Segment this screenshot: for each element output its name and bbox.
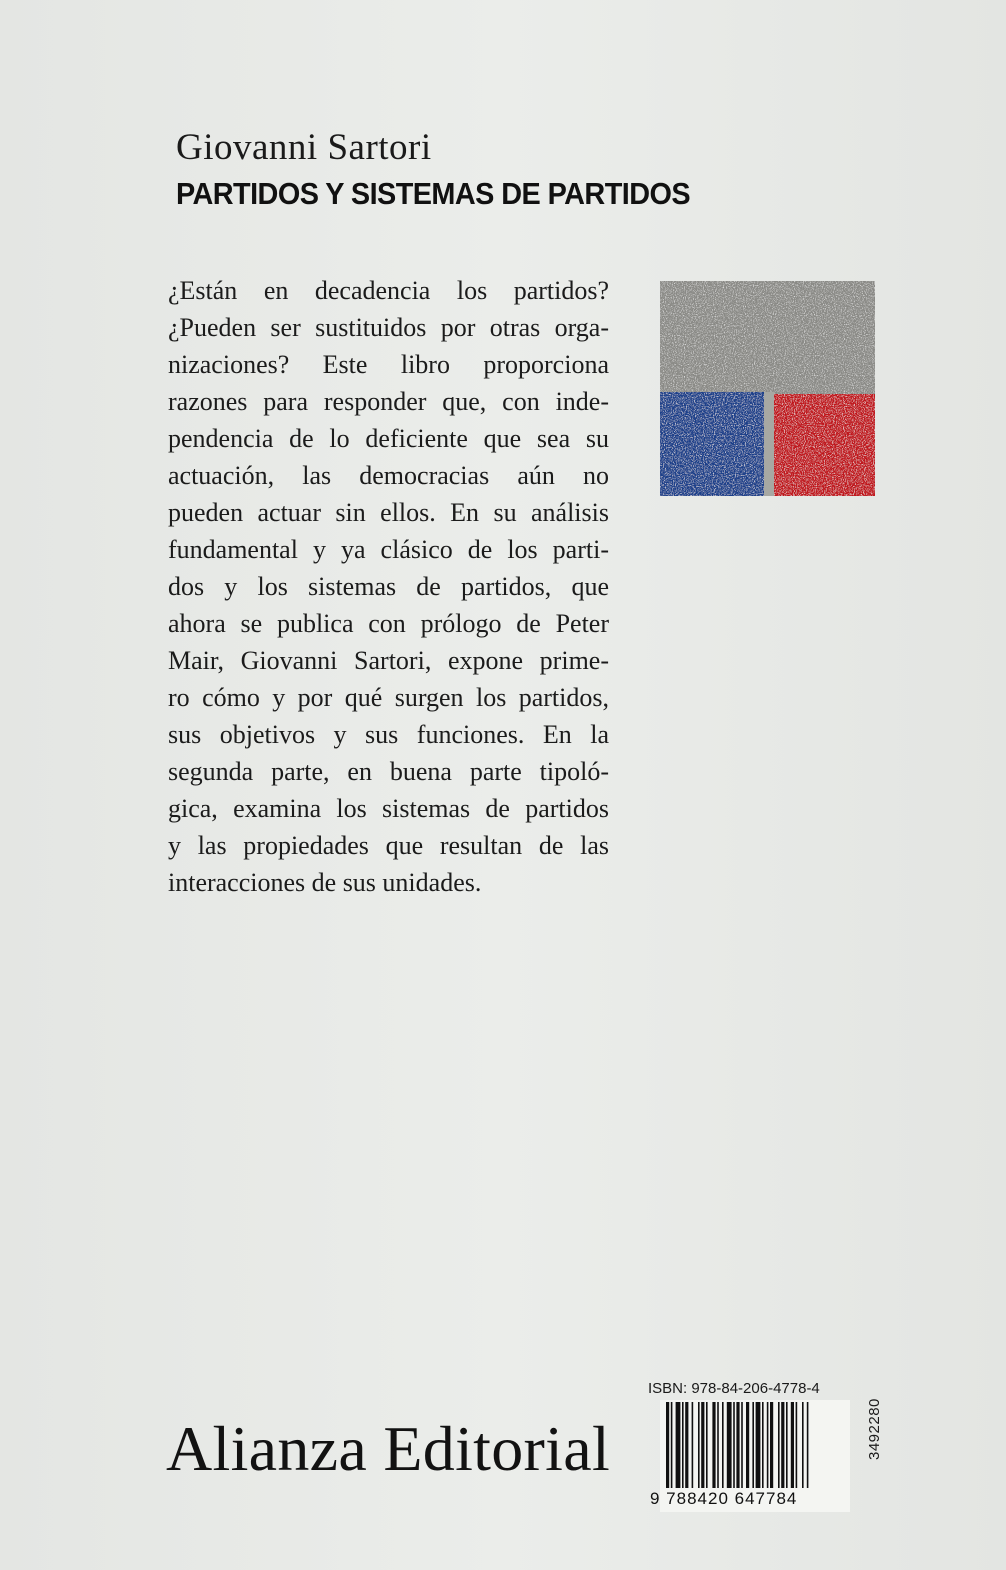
barcode-bar bbox=[682, 1402, 684, 1488]
barcode-bar bbox=[762, 1402, 764, 1488]
barcode-bar bbox=[676, 1402, 681, 1488]
barcode-bar bbox=[692, 1402, 694, 1488]
blurb-line: y las propiedades que resultan de las bbox=[168, 831, 609, 860]
blurb-line: nizaciones? Este libro proporciona bbox=[168, 350, 609, 379]
barcode-bar bbox=[671, 1402, 673, 1488]
barcode-bar bbox=[767, 1402, 769, 1488]
barcode-bar bbox=[786, 1402, 788, 1488]
barcode-bar bbox=[796, 1402, 798, 1488]
blurb-line: segunda parte, en buena parte tipoló- bbox=[168, 757, 609, 786]
blurb-line: sus objetivos y sus funciones. En la bbox=[168, 720, 609, 749]
barcode-bar bbox=[706, 1402, 708, 1488]
red-block bbox=[774, 394, 875, 496]
barcode-bar bbox=[736, 1402, 739, 1488]
blurb-line: ro cómo y por qué surgen los partidos, bbox=[168, 683, 609, 712]
blurb-line: Mair, Giovanni Sartori, expone prime- bbox=[168, 646, 609, 675]
barcode-bar bbox=[701, 1402, 704, 1488]
barcode-bar bbox=[770, 1402, 773, 1488]
barcode-bar bbox=[741, 1402, 743, 1488]
blurb-line: pendencia de lo deficiente que sea su bbox=[168, 424, 609, 453]
barcode-bar bbox=[666, 1402, 669, 1488]
barcode-bar bbox=[781, 1402, 784, 1488]
blurb-line: ¿Pueden ser sustituidos por otras orga- bbox=[168, 313, 609, 342]
publisher-name: Alianza Editorial bbox=[166, 1413, 611, 1484]
blurb-line: actuación, las democracias aún no bbox=[168, 461, 609, 490]
barcode-bar bbox=[712, 1402, 715, 1488]
blurb-line: pueden actuar sin ellos. En su análisis bbox=[168, 498, 609, 527]
barcode-number: 9 788420 647784 bbox=[650, 1489, 798, 1508]
barcode-bar bbox=[752, 1402, 754, 1488]
gray-block bbox=[660, 281, 875, 394]
barcode-bar bbox=[756, 1402, 761, 1488]
barcode-bar bbox=[802, 1402, 804, 1488]
blurb-paragraph bbox=[168, 272, 609, 901]
barcode-bar bbox=[733, 1402, 735, 1488]
barcode-bar bbox=[807, 1402, 809, 1488]
author-name: Giovanni Sartori bbox=[176, 127, 432, 168]
cover-artwork bbox=[660, 281, 875, 496]
barcode-bar bbox=[727, 1402, 732, 1488]
blurb-line: gica, examina los sistemas de partidos bbox=[168, 794, 609, 823]
barcode-bar bbox=[746, 1402, 749, 1488]
barcode-bar bbox=[717, 1402, 719, 1488]
barcode-bar bbox=[698, 1402, 700, 1488]
barcode-bar bbox=[685, 1402, 688, 1488]
barcode-bar bbox=[722, 1402, 724, 1488]
blurb-line: ¿Están en decadencia los partidos? bbox=[168, 276, 609, 305]
barcode-bar bbox=[778, 1402, 780, 1488]
blurb-line: dos y los sistemas de partidos, que bbox=[168, 572, 609, 601]
isbn-label: ISBN: 978-84-206-4778-4 bbox=[648, 1380, 820, 1397]
blue-block bbox=[660, 392, 764, 496]
blurb-line: fundamental y ya clásico de los parti- bbox=[168, 535, 609, 564]
internal-code: 3492280 bbox=[866, 1398, 883, 1460]
blurb-line: razones para responder que, con inde- bbox=[168, 387, 609, 416]
barcode-bar bbox=[791, 1402, 794, 1488]
blurb-line: ahora se publica con prólogo de Peter bbox=[168, 609, 609, 638]
blurb-line: interacciones de sus unidades. bbox=[168, 868, 482, 897]
barcode bbox=[666, 1402, 846, 1502]
book-title: PARTIDOS Y SISTEMAS DE PARTIDOS bbox=[176, 176, 691, 211]
